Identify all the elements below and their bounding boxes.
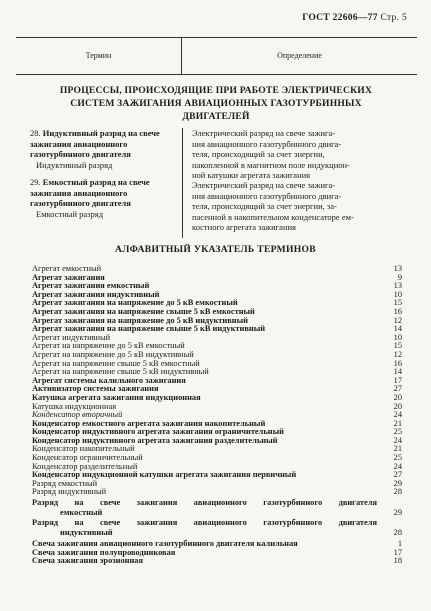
definition-line: костного агрегата зажигания — [192, 222, 296, 232]
index-term: Конденсатор индукционной катушки агрегата зажигания первичный — [32, 470, 297, 480]
index-entry — [32, 518, 402, 537]
index-page-number: 25 — [393, 453, 402, 463]
index-page-number: 24 — [393, 435, 402, 445]
index-page-number: 13 — [393, 281, 402, 291]
index-term: Агрегат на напряжение свыше 5 кВ емкостный — [32, 358, 200, 368]
index-page-number: 29 — [393, 478, 402, 488]
index-term-line: Разряд на свече зажигания авиационного газотурбинного двигателя — [32, 498, 377, 508]
index-term-line: Разряд на свече зажигания авиационного газотурбинного двигателя — [32, 518, 377, 528]
term-number: 28. — [30, 128, 41, 138]
term-column-heading: Термин — [85, 51, 112, 60]
index-term: Свеча зажигания эрозионная — [32, 556, 144, 566]
index-term: Агрегат зажигания на напряжение до 5 кВ индуктивный — [32, 315, 248, 325]
index-term: Разряд емкостный — [32, 478, 98, 488]
index-page-number: 28 — [393, 487, 402, 497]
index-term: Катушка агрегата зажигания индукционная — [32, 392, 201, 402]
index-term: Агрегат зажигания индуктивный — [32, 289, 160, 299]
term-definition — [192, 180, 414, 233]
index-page-number: 10 — [393, 332, 402, 342]
index-page-number: 21 — [393, 418, 402, 428]
definition-line: теля, происходящий за счет энергии, за- — [192, 201, 337, 211]
alphabetical-index — [32, 265, 402, 566]
index-page-number: 1 — [397, 539, 402, 549]
index-page-number: 16 — [393, 306, 402, 316]
index-page-number: 14 — [393, 324, 402, 334]
index-term-continuation: емкостный — [60, 507, 103, 517]
index-page-number: 24 — [393, 410, 402, 420]
index-term: Агрегат зажигания на напряжение свыше 5 кВ емкостный — [32, 306, 255, 316]
definition-line: Электрический разряд на свече зажига- — [192, 180, 336, 190]
section-title-line: ПРОЦЕССЫ, ПРОИСХОДЯЩИЕ ПРИ РАБОТЕ ЭЛЕКТРИЧЕСКИХ — [59, 85, 373, 96]
definition-line: пасенной в накопительном конденсаторе ем- — [192, 211, 354, 222]
index-term: Разряд индуктивный — [32, 487, 107, 497]
index-term: Агрегат зажигания емкостный — [32, 281, 150, 291]
term-short-form: Емкостный разряд — [36, 208, 104, 219]
index-page-number: 21 — [393, 444, 402, 454]
section-title-line: ДВИГАТЕЛЕЙ — [182, 111, 250, 122]
index-term: Конденсатор разделительный — [32, 461, 138, 471]
definition-column-heading: Определение — [277, 51, 322, 60]
index-page-number: 13 — [393, 264, 402, 273]
page-number: Стр. 5 — [380, 13, 407, 23]
index-page-number: 29 — [393, 507, 402, 517]
index-entry — [32, 557, 402, 566]
terms-divider — [182, 128, 183, 238]
term-short-form: Индуктивный разряд — [36, 159, 113, 170]
index-page-number: 27 — [393, 384, 402, 394]
index-page-number: 27 — [393, 470, 402, 480]
index-page-number: 24 — [393, 461, 402, 471]
index-entry — [32, 488, 402, 497]
index-term: Свеча зажигания авиационного газотурбинного двигателя калильная — [32, 539, 298, 549]
page-header — [302, 13, 407, 23]
index-page-number: 16 — [393, 358, 402, 368]
index-term: Конденсатор ограничительный — [32, 453, 143, 463]
index-term: Конденсатор накопительный — [32, 444, 135, 454]
section-title-line: СИСТЕМ ЗАЖИГАНИЯ АВИАЦИОННЫХ ГАЗОТУРБИННЫХ — [70, 98, 362, 109]
index-page-number: 25 — [393, 427, 402, 437]
index-entry — [32, 498, 402, 517]
definition-line: накопленной в магнитном поле индукцион- — [192, 159, 350, 170]
standard-number: ГОСТ 22606—77 — [302, 13, 378, 23]
index-term: Свеча зажигания полупроводниковая — [32, 547, 176, 557]
index-term — [32, 518, 377, 537]
index-term: Агрегат индуктивный — [32, 332, 111, 342]
index-term: Катушка индукционная — [32, 401, 117, 411]
index-title: АЛФАВИТНЫЙ УКАЗАТЕЛЬ ТЕРМИНОВ — [115, 244, 316, 255]
index-term: Агрегат зажигания на напряжение свыше 5 кВ индуктивный — [32, 324, 266, 334]
section-title — [30, 84, 402, 123]
index-page-number: 12 — [393, 315, 402, 325]
index-page-number: 12 — [393, 349, 402, 359]
definition-line: Электрический разряд на свече зажига- — [192, 128, 336, 138]
term-entry — [30, 128, 178, 170]
definition-line: ния авиационного газотурбинного двига- — [192, 190, 342, 201]
index-page-number: 14 — [393, 367, 402, 377]
index-term: Агрегат на напряжение свыше 5 кВ индуктивный — [32, 367, 209, 377]
terms-table — [16, 128, 417, 248]
index-term: Агрегат на напряжение до 5 кВ индуктивный — [32, 349, 194, 359]
index-page-number: 15 — [393, 298, 402, 308]
index-term: Конденсатор вторичный — [32, 410, 123, 420]
index-term: Агрегат на напряжение до 5 кВ емкостный — [32, 341, 185, 351]
index-page-number: 15 — [393, 341, 402, 351]
column-header — [16, 37, 417, 75]
index-term: Агрегат зажигания на напряжение до 5 кВ емкостный — [32, 298, 238, 308]
term-name: Индуктивный разряд на свече зажигания авиационного газотурбинного двигателя — [30, 128, 160, 159]
definition-line: ния авиационного газотурбинного двига- — [192, 138, 342, 149]
index-page-number: 18 — [393, 556, 402, 566]
index-page-number: 28 — [393, 527, 402, 537]
index-page-number: 20 — [393, 392, 402, 402]
index-term: Агрегат зажигания — [32, 272, 105, 282]
index-page-number: 10 — [393, 289, 402, 299]
index-term: Конденсатор емкостного агрегата зажигания накопительный — [32, 418, 266, 428]
index-page-number: 20 — [393, 401, 402, 411]
term-name: Емкостный разряд на свече зажигания авиационного газотурбинного двигателя — [30, 177, 150, 208]
index-term — [32, 498, 377, 517]
index-term: Агрегат системы калильного зажигания — [32, 375, 186, 385]
index-page-number: 17 — [393, 375, 402, 385]
term-entry — [30, 177, 178, 219]
definition-line: теля, происходящий за счет энергии, — [192, 149, 325, 159]
term-definition — [192, 128, 414, 181]
definition-line: ной катушки агрегата зажигания — [192, 170, 311, 180]
index-term: Активизатор системы зажигания — [32, 384, 159, 394]
index-term: Агрегат емкостный — [32, 264, 102, 273]
index-page-number: 17 — [393, 547, 402, 557]
term-number: 29. — [30, 177, 41, 187]
index-term: Конденсатор индуктивного агрегата зажигания разделительный — [32, 435, 278, 445]
index-term-continuation: индуктивный — [60, 527, 113, 537]
index-term: Конденсатор индуктивного агрегата зажигания ограничительный — [32, 427, 284, 437]
index-page-number: 9 — [397, 272, 402, 282]
